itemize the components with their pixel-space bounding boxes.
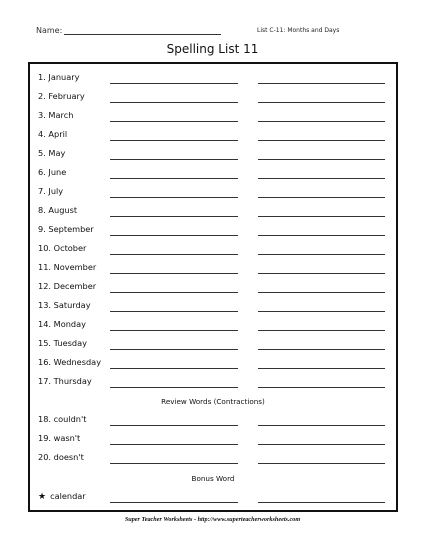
word-row: [30, 279, 396, 295]
word-label: 12. December: [38, 281, 97, 291]
practice-line-1: [110, 216, 238, 217]
star-icon: ★: [38, 492, 47, 502]
word-row: [30, 260, 396, 276]
practice-line-1: [110, 254, 238, 255]
word-label: 19. wasn't: [38, 433, 81, 443]
word-row: [30, 336, 396, 352]
practice-line-2: [258, 425, 385, 426]
list-id: List C-11: Months and Days: [257, 27, 340, 34]
word-label: 20. doesn't: [38, 452, 84, 462]
practice-line-2: [258, 83, 385, 84]
word-row: [30, 222, 396, 238]
practice-line-1: [110, 102, 238, 103]
word-label: 7. July: [38, 186, 64, 196]
word-row: [30, 70, 396, 86]
word-label: 3. March: [38, 110, 74, 120]
practice-line-1: [110, 83, 238, 84]
name-label: Name:: [36, 26, 63, 35]
practice-line-1: [110, 387, 238, 388]
practice-line-2: [258, 502, 385, 503]
word-row: [30, 127, 396, 143]
word-row: [30, 89, 396, 105]
word-row: [30, 298, 396, 314]
word-label: 1. January: [38, 72, 80, 82]
practice-line-1: [110, 444, 238, 445]
word-label: 9. September: [38, 224, 94, 234]
practice-line-2: [258, 349, 385, 350]
practice-line-2: [258, 235, 385, 236]
practice-line-2: [258, 463, 385, 464]
word-label: 5. May: [38, 148, 66, 158]
page-title: Spelling List 11: [166, 42, 259, 56]
review-word-row: [30, 431, 396, 447]
practice-line-1: [110, 425, 238, 426]
word-row: [30, 374, 396, 390]
word-row: [30, 165, 396, 181]
practice-line-1: [110, 368, 238, 369]
practice-line-1: [110, 197, 238, 198]
name-line: [64, 34, 221, 35]
word-row: [30, 146, 396, 162]
word-label: 13. Saturday: [38, 300, 91, 310]
practice-line-2: [258, 292, 385, 293]
practice-line-1: [110, 159, 238, 160]
bonus-word-row: [30, 489, 396, 505]
practice-line-2: [258, 102, 385, 103]
practice-line-2: [258, 311, 385, 312]
word-row: [30, 108, 396, 124]
practice-line-1: [110, 273, 238, 274]
practice-line-2: [258, 197, 385, 198]
practice-line-1: [110, 292, 238, 293]
word-label: 15. Tuesday: [38, 338, 87, 348]
spelling-box: [28, 62, 398, 512]
practice-line-2: [258, 254, 385, 255]
bonus-heading: Bonus Word: [191, 474, 235, 483]
practice-line-1: [110, 463, 238, 464]
review-word-row: [30, 412, 396, 428]
word-label: 16. Wednesday: [38, 357, 102, 367]
practice-line-2: [258, 159, 385, 160]
practice-line-2: [258, 368, 385, 369]
word-label: 8. August: [38, 205, 78, 215]
word-row: [30, 203, 396, 219]
practice-line-1: [110, 311, 238, 312]
word-label: 10. October: [38, 243, 87, 253]
practice-line-1: [110, 235, 238, 236]
practice-line-1: [110, 140, 238, 141]
word-label: 11. November: [38, 262, 97, 272]
practice-line-1: [110, 349, 238, 350]
practice-line-2: [258, 444, 385, 445]
practice-line-2: [258, 273, 385, 274]
practice-line-2: [258, 216, 385, 217]
practice-line-2: [258, 140, 385, 141]
word-label: 17. Thursday: [38, 376, 92, 386]
word-label: 18. couldn't: [38, 414, 87, 424]
practice-line-2: [258, 387, 385, 388]
practice-line-2: [258, 178, 385, 179]
practice-line-1: [110, 330, 238, 331]
word-label: ★ calendar: [38, 491, 86, 502]
word-row: [30, 355, 396, 371]
word-label: 2. February: [38, 91, 85, 101]
word-row: [30, 317, 396, 333]
word-label: 4. April: [38, 129, 68, 139]
word-label: 14. Monday: [38, 319, 86, 329]
footer-credit: Super Teacher Worksheets - http://www.superteacherworksheets.com: [124, 516, 301, 523]
word-label: 6. June: [38, 167, 67, 177]
review-heading: Review Words (Contractions): [161, 397, 265, 406]
practice-line-1: [110, 178, 238, 179]
practice-line-1: [110, 121, 238, 122]
word-row: [30, 184, 396, 200]
word-row: [30, 241, 396, 257]
practice-line-1: [110, 502, 238, 503]
practice-line-2: [258, 330, 385, 331]
review-word-row: [30, 450, 396, 466]
practice-line-2: [258, 121, 385, 122]
